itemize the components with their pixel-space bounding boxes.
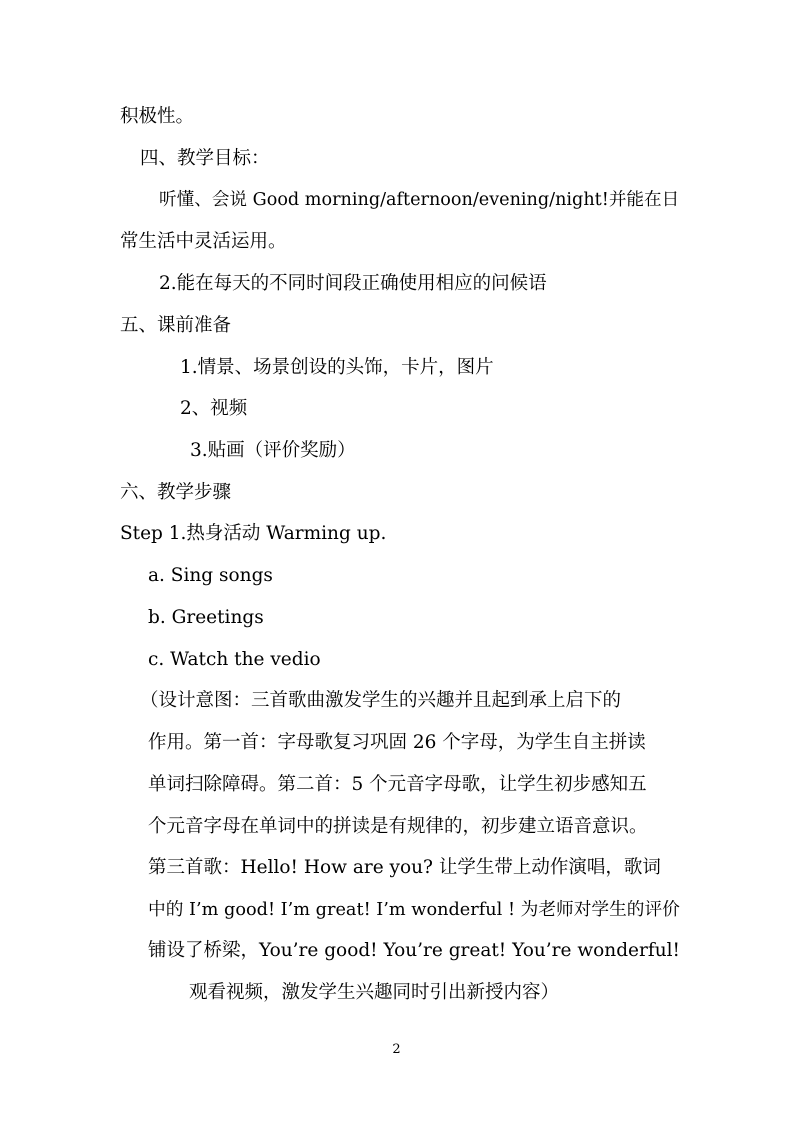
section-heading-steps: 六、教学步骤 [120, 482, 232, 503]
page-number: 2 [392, 1042, 401, 1057]
text-line: 中的 I’m good! I’m great! I’m wonderful ! 为老师对学生的评价 [148, 900, 680, 920]
text-line: 个元音字母在单词中的拼读是有规律的，初步建立语音意识。 [148, 816, 648, 837]
text-line: 观看视频，激发学生兴趣同时引出新授内容） [189, 982, 560, 1003]
list-item: 3.贴画（评价奖励） [190, 440, 356, 461]
text-line: 单词扫除障碍。第二首：5 个元音字母歌，让学生初步感知五 [148, 774, 647, 795]
section-heading-objectives: 四、教学目标： [140, 148, 270, 169]
text-line: 作用。第一首：字母歌复习巩固 26 个字母，为学生自主拼读 [148, 732, 646, 753]
text-line: 铺设了桥梁，You’re good! You’re great! You’re wonderful! [148, 940, 680, 961]
step-heading: Step 1.热身活动 Warming up. [120, 523, 387, 544]
list-item: a. Sing songs [148, 565, 273, 586]
section-heading-preparation: 五、课前准备 [120, 315, 232, 336]
list-item: b. Greetings [148, 607, 264, 628]
list-item: c. Watch the vedio [148, 649, 321, 670]
list-item: 1.情景、场景创设的头饰，卡片，图片 [180, 357, 494, 378]
list-item: 2、视频 [180, 398, 248, 419]
text-line: 听懂、会说 Good morning/afternoon/evening/night!并能在日 [159, 190, 680, 210]
text-line: 2.能在每天的不同时间段正确使用相应的问候语 [159, 273, 547, 294]
text-line: 第三首歌：Hello! How are you? 让学生带上动作演唱，歌词 [148, 857, 661, 878]
text-line: 常生活中灵活运用。 [120, 231, 287, 252]
text-line: （设计意图：三首歌曲激发学生的兴趣并且起到承上启下的 [140, 690, 622, 711]
text-line: 积极性。 [120, 106, 195, 127]
